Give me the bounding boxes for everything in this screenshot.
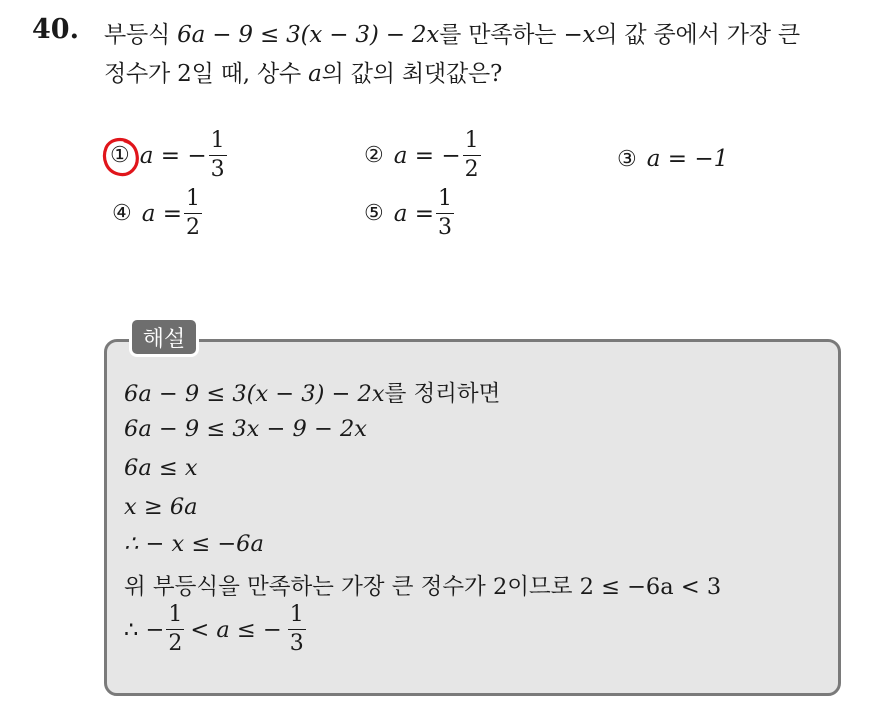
solution-label: 해설: [129, 317, 199, 357]
option-5-fraction: $\frac{1}{3}$: [438, 186, 453, 240]
solution-line-7: ∴ − $\frac{1}{2}$ < a ≤ − $\frac{1}{3}$: [124, 602, 304, 656]
option-2-fraction: $\frac{1}{2}$: [464, 128, 479, 182]
option-1-fraction: $\frac{1}{3}$: [210, 128, 225, 182]
question-stem-line2: 정수가 2일 때, 상수 a의 값의 최댓값은?: [104, 61, 503, 87]
solution-line-4: x ≥ 6a: [124, 494, 198, 520]
inequality-expression: 6a − 9 ≤ 3(x − 3) − 2x: [177, 22, 440, 48]
solution-fraction-2: $\frac{1}{3}$: [289, 602, 304, 656]
option-1[interactable]: ① a = − $\frac{1}{3}$: [110, 128, 225, 182]
question-number: 40.: [32, 14, 79, 45]
option-4[interactable]: ④ a = $\frac{1}{2}$: [112, 186, 201, 240]
option-2-marker: ②: [364, 143, 384, 168]
solution-line-1: 6a − 9 ≤ 3(x − 3) − 2x를 정리하면: [124, 381, 501, 407]
option-4-marker: ④: [112, 201, 132, 226]
option-3[interactable]: ③ a = −1: [617, 146, 729, 172]
question-stem-line1: 부등식 6a − 9 ≤ 3(x − 3) − 2x를 만족하는 −x의 값 중에서 가장 큰: [104, 22, 800, 48]
solution-line-3: 6a ≤ x: [124, 455, 198, 481]
option-5-marker: ⑤: [364, 201, 384, 226]
solution-fraction-1: $\frac{1}{2}$: [168, 602, 183, 656]
solution-line-2: 6a − 9 ≤ 3x − 9 − 2x: [124, 416, 367, 442]
solution-line-5: ∴ − x ≤ −6a: [124, 531, 264, 557]
option-2[interactable]: ② a = − $\frac{1}{2}$: [364, 128, 479, 182]
option-5[interactable]: ⑤ a = $\frac{1}{3}$: [364, 186, 453, 240]
option-4-fraction: $\frac{1}{2}$: [186, 186, 201, 240]
option-1-marker: ①: [110, 143, 130, 168]
option-3-marker: ③: [617, 146, 637, 172]
solution-line-6: 위 부등식을 만족하는 가장 큰 정수가 2이므로 2 ≤ −6a < 3: [124, 574, 722, 600]
